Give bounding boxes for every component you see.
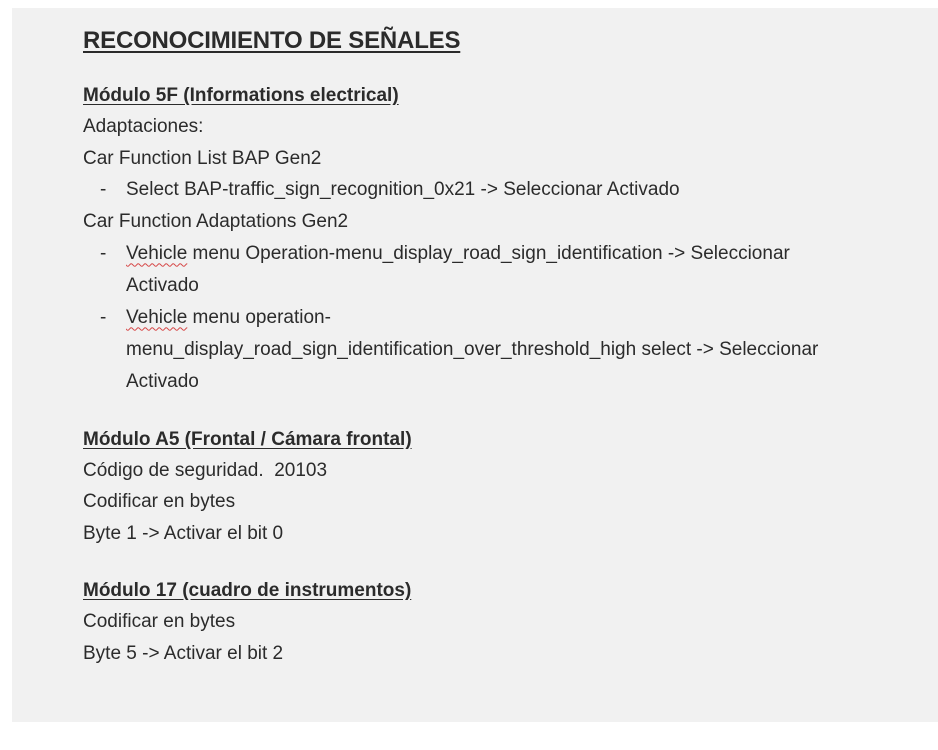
list-item-text [126, 238, 933, 302]
section-heading: Módulo 17 (cuadro de instrumentos) [83, 580, 412, 601]
section-modulo-5f [83, 80, 933, 398]
text-line: Car Function List BAP Gen2 [83, 147, 322, 169]
text-line: Adaptaciones: [83, 116, 204, 137]
list-item-text-part: menu Operation-menu_display_road_sign_identification -> Seleccionar [187, 242, 790, 264]
text-line: Byte 5 -> Activar el bit 2 [83, 642, 284, 664]
bullet-dash: - [100, 179, 107, 200]
spellcheck-flagged-word[interactable]: Vehicle [126, 242, 188, 264]
section-heading: Módulo A5 (Frontal / Cámara frontal) [83, 428, 412, 450]
section-heading: Módulo 5F (Informations electrical) [83, 85, 399, 106]
spellcheck-flagged-word[interactable]: Vehicle [126, 306, 188, 328]
list-item-text-part: menu operation- [187, 306, 331, 328]
note-page [12, 8, 938, 722]
list-item-text-part: menu_display_road_sign_identification_over_threshold_high select -> Seleccionar [126, 338, 819, 360]
spacer [83, 549, 933, 575]
document-title: RECONOCIMIENTO DE SEÑALES [83, 27, 461, 54]
text-line: Código de seguridad. 20103 [83, 459, 328, 481]
text-line: Byte 1 -> Activar el bit 0 [83, 522, 284, 544]
text-line: Codificar en bytes [83, 611, 236, 632]
section-modulo-a5 [83, 424, 933, 550]
text-line: Car Function Adaptations Gen2 [83, 211, 349, 232]
list-item [83, 302, 933, 398]
section-modulo-17 [83, 575, 933, 669]
note-content [83, 20, 933, 669]
bullet-dash: - [100, 306, 107, 328]
spacer [83, 398, 933, 424]
text-line: Codificar en bytes [83, 491, 236, 512]
list-item-text-part: Activado [126, 274, 199, 296]
list-item-text [126, 302, 933, 398]
bullet-dash: - [100, 242, 107, 264]
list-item [83, 238, 933, 302]
list-item-text: Select BAP-traffic_sign_recognition_0x21 -> Seleccionar Activado [126, 179, 680, 200]
list-item-text-part: Activado [126, 370, 199, 392]
list-item [83, 174, 933, 206]
